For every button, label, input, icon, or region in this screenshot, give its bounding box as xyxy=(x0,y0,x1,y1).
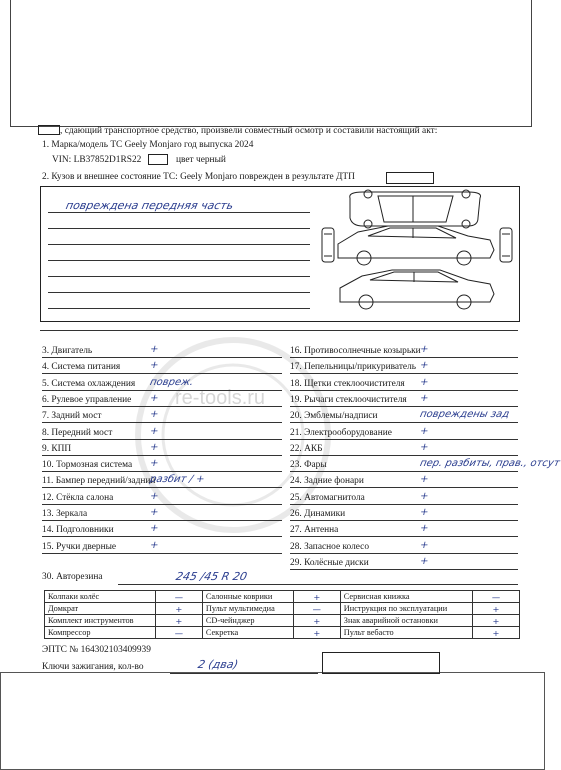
left_items-item-line xyxy=(42,471,282,472)
left_items-item-mark: + xyxy=(148,490,160,502)
right_items-item-mark: + xyxy=(418,441,430,453)
left_items-item-mark: + xyxy=(148,507,160,518)
left_items-item-mark: + xyxy=(148,409,160,421)
right_items-item-label: 28. Запасное колесо xyxy=(290,541,370,552)
left_items-item-label: 14. Подголовники xyxy=(42,525,114,536)
vin-redacted-box xyxy=(148,154,168,165)
equipment-label: Домкрат xyxy=(45,603,156,615)
left_items-item-mark: + xyxy=(148,360,160,372)
equipment-mark: — xyxy=(473,591,520,603)
left_items-item-line xyxy=(42,520,282,521)
equipment-mark: + xyxy=(293,591,340,603)
redacted-footer-area xyxy=(0,672,545,770)
body-redacted-box xyxy=(386,172,434,184)
equipment-row xyxy=(45,603,520,615)
equipment-label: Комплект инструментов xyxy=(45,615,156,627)
redacted-header-area xyxy=(10,0,532,127)
body-condition-line: 2. Кузов и внешнее состояние ТС: Geely Monjaro поврежден в результате ДТП xyxy=(42,172,355,182)
left_items-item-line xyxy=(42,357,282,358)
equipment-mark: + xyxy=(293,615,340,627)
note-line-4 xyxy=(48,260,310,261)
right_items-item-label: 19. Рычаги стеклоочистителя xyxy=(290,394,407,405)
equipment-mark: + xyxy=(293,627,340,639)
right_items-item-mark: + xyxy=(418,555,430,567)
equipment-label: CD-чейнджер xyxy=(202,615,293,627)
keys-value: 2 (два) xyxy=(196,658,240,671)
right_items-item-label: 25. Автомагнитола xyxy=(290,492,365,503)
tires-label: 30. Авторезина xyxy=(42,572,103,582)
left_items-item-label: 8. Передний мост xyxy=(42,427,113,438)
keys-label: Ключи зажигания, кол-во xyxy=(42,662,144,672)
equipment-label: Салонные коврики xyxy=(202,591,293,603)
frame-divider xyxy=(40,330,518,331)
right_items-item-line xyxy=(290,406,518,407)
right_items-item-line xyxy=(290,487,518,488)
note-line-6 xyxy=(48,292,310,293)
right_items-item-label: 27. Антенна xyxy=(290,525,339,536)
left_items-item-label: 6. Рулевое управление xyxy=(42,394,132,405)
left_items-item-mark: разбит / + xyxy=(148,474,206,486)
left_items-item-line xyxy=(42,553,282,554)
equipment-row xyxy=(45,627,520,639)
epts-number: ЭПТС № 164302103409939 xyxy=(42,645,151,655)
equipment-label: Инструкция по эксплуатации xyxy=(340,603,472,615)
right_items-item-label: 23. Фары xyxy=(290,460,327,471)
tires-line xyxy=(118,584,518,585)
right_items-item-line xyxy=(290,520,518,521)
equipment-mark: — xyxy=(155,627,202,639)
left_items-item-label: 3. Двигатель xyxy=(42,346,93,356)
right_items-item-line xyxy=(290,536,518,537)
equipment-label: Компрессор xyxy=(45,627,156,639)
right_items-item-line xyxy=(290,439,518,440)
equipment-label: Секретка xyxy=(202,627,293,639)
equipment-row xyxy=(45,615,520,627)
note-line-3 xyxy=(48,244,310,245)
left_items-item-mark: + xyxy=(148,441,160,453)
blank-box-intro xyxy=(38,125,60,135)
intro-text: , сдающий транспортное средство, произвели совместный осмотр и составили настоящий акт: xyxy=(60,126,438,136)
left_items-item-line xyxy=(42,536,282,537)
car-diagram xyxy=(318,188,516,316)
equipment-label: Знак аварийной остановки xyxy=(340,615,472,627)
left_items-item-line xyxy=(42,390,282,391)
right_items-item-mark: + xyxy=(418,523,430,535)
equipment-mark: + xyxy=(155,615,202,627)
left_items-item-mark: + xyxy=(148,458,160,470)
keys-line xyxy=(170,673,318,674)
right_items-item-label: 24. Задние фонари xyxy=(290,476,364,487)
left_items-item-mark: + xyxy=(148,392,160,404)
equipment-mark: + xyxy=(473,627,520,639)
right_items-item-line xyxy=(290,569,518,570)
keys-redacted-box xyxy=(322,652,440,674)
right_items-item-line xyxy=(290,390,518,391)
left_items-item-mark: + xyxy=(148,344,160,355)
equipment-label: Сервисная книжка xyxy=(340,591,472,603)
damage-note: повреждена передняя часть xyxy=(64,199,235,212)
left_items-item-label: 4. Система питания xyxy=(42,362,121,373)
right_items-item-label: 20. Эмблемы/надписи xyxy=(290,411,378,422)
right_items-item-line xyxy=(290,422,518,423)
left_items-item-label: 13. Зеркала xyxy=(42,509,88,519)
equipment-mark: + xyxy=(473,603,520,615)
right_items-item-label: 29. Колёсные диски xyxy=(290,557,369,568)
note-line-1 xyxy=(48,212,310,213)
note-line-5 xyxy=(48,276,310,277)
right_items-item-mark: + xyxy=(418,490,430,502)
tires-value: 245 /45 R 20 xyxy=(174,570,249,583)
right_items-item-label: 21. Электрооборудование xyxy=(290,427,392,438)
right_items-item-mark: + xyxy=(418,539,430,551)
left_items-item-line xyxy=(42,439,282,440)
left_items-item-label: 10. Тормозная система xyxy=(42,460,133,471)
right_items-item-line xyxy=(290,553,518,554)
equipment-mark: — xyxy=(293,603,340,615)
left_items-item-label: 7. Задний мост xyxy=(42,411,102,422)
left_items-item-line xyxy=(42,455,282,456)
right_items-item-label: 26. Динамики xyxy=(290,509,346,519)
left_items-item-mark: + xyxy=(148,539,160,551)
right_items-item-line xyxy=(290,504,518,505)
right_items-item-mark: + xyxy=(418,360,430,372)
right_items-item-line xyxy=(290,471,518,472)
right_items-item-line xyxy=(290,357,518,358)
left_items-item-mark: + xyxy=(148,523,160,535)
equipment-label: Пульт мультимедиа xyxy=(202,603,293,615)
left_items-item-mark: повреж. xyxy=(148,376,195,388)
equipment-table xyxy=(44,590,520,639)
right_items-item-label: 22. АКБ xyxy=(290,443,323,454)
left_items-item-line xyxy=(42,487,282,488)
right_items-item-mark: + xyxy=(418,344,430,355)
right_items-item-mark: + xyxy=(418,425,430,437)
right_items-item-mark: + xyxy=(418,392,430,404)
right_items-item-label: 18. Щетки стеклоочистителя xyxy=(290,378,405,389)
equipment-label: Колпаки колёс xyxy=(45,591,156,603)
right_items-item-mark: + xyxy=(418,507,430,518)
right_items-item-mark: повреждены зад xyxy=(418,409,511,421)
right_items-item-mark: + xyxy=(418,474,430,486)
right_items-item-label: 17. Пепельницы/прикуриватель xyxy=(290,362,417,373)
watermark-text: re-tools.ru xyxy=(175,387,266,409)
left_items-item-mark: + xyxy=(148,425,160,437)
note-line-7 xyxy=(48,308,310,309)
equipment-row xyxy=(45,591,520,603)
note-line-2 xyxy=(48,228,310,229)
equipment-label: Пульт вебасто xyxy=(340,627,472,639)
equipment-mark: — xyxy=(155,591,202,603)
right_items-item-line xyxy=(290,373,518,374)
vin-text: VIN: LB37852D1RS22 xyxy=(52,155,142,165)
right_items-item-mark: пер. разбиты, прав., отсут xyxy=(418,458,561,470)
color-text: цвет черный xyxy=(176,155,226,165)
left_items-item-line xyxy=(42,504,282,505)
right_items-item-mark: + xyxy=(418,376,430,388)
left_items-item-line xyxy=(42,406,282,407)
equipment-mark: + xyxy=(155,603,202,615)
left_items-item-label: 15. Ручки дверные xyxy=(42,541,117,552)
right_items-item-label: 16. Противосолнечные козырьки xyxy=(290,346,421,356)
left_items-item-line xyxy=(42,373,282,374)
left_items-item-label: 11. Бампер передний/задний xyxy=(42,476,156,487)
equipment-mark: + xyxy=(473,615,520,627)
left_items-item-label: 12. Стёкла салона xyxy=(42,492,114,503)
left_items-item-label: 9. КПП xyxy=(42,443,72,454)
left_items-item-line xyxy=(42,422,282,423)
right_items-item-line xyxy=(290,455,518,456)
left_items-item-label: 5. Система охлаждения xyxy=(42,378,136,389)
brand-model-line: 1. Марка/модель ТС Geely Monjaro год выпуска 2024 xyxy=(42,140,254,150)
